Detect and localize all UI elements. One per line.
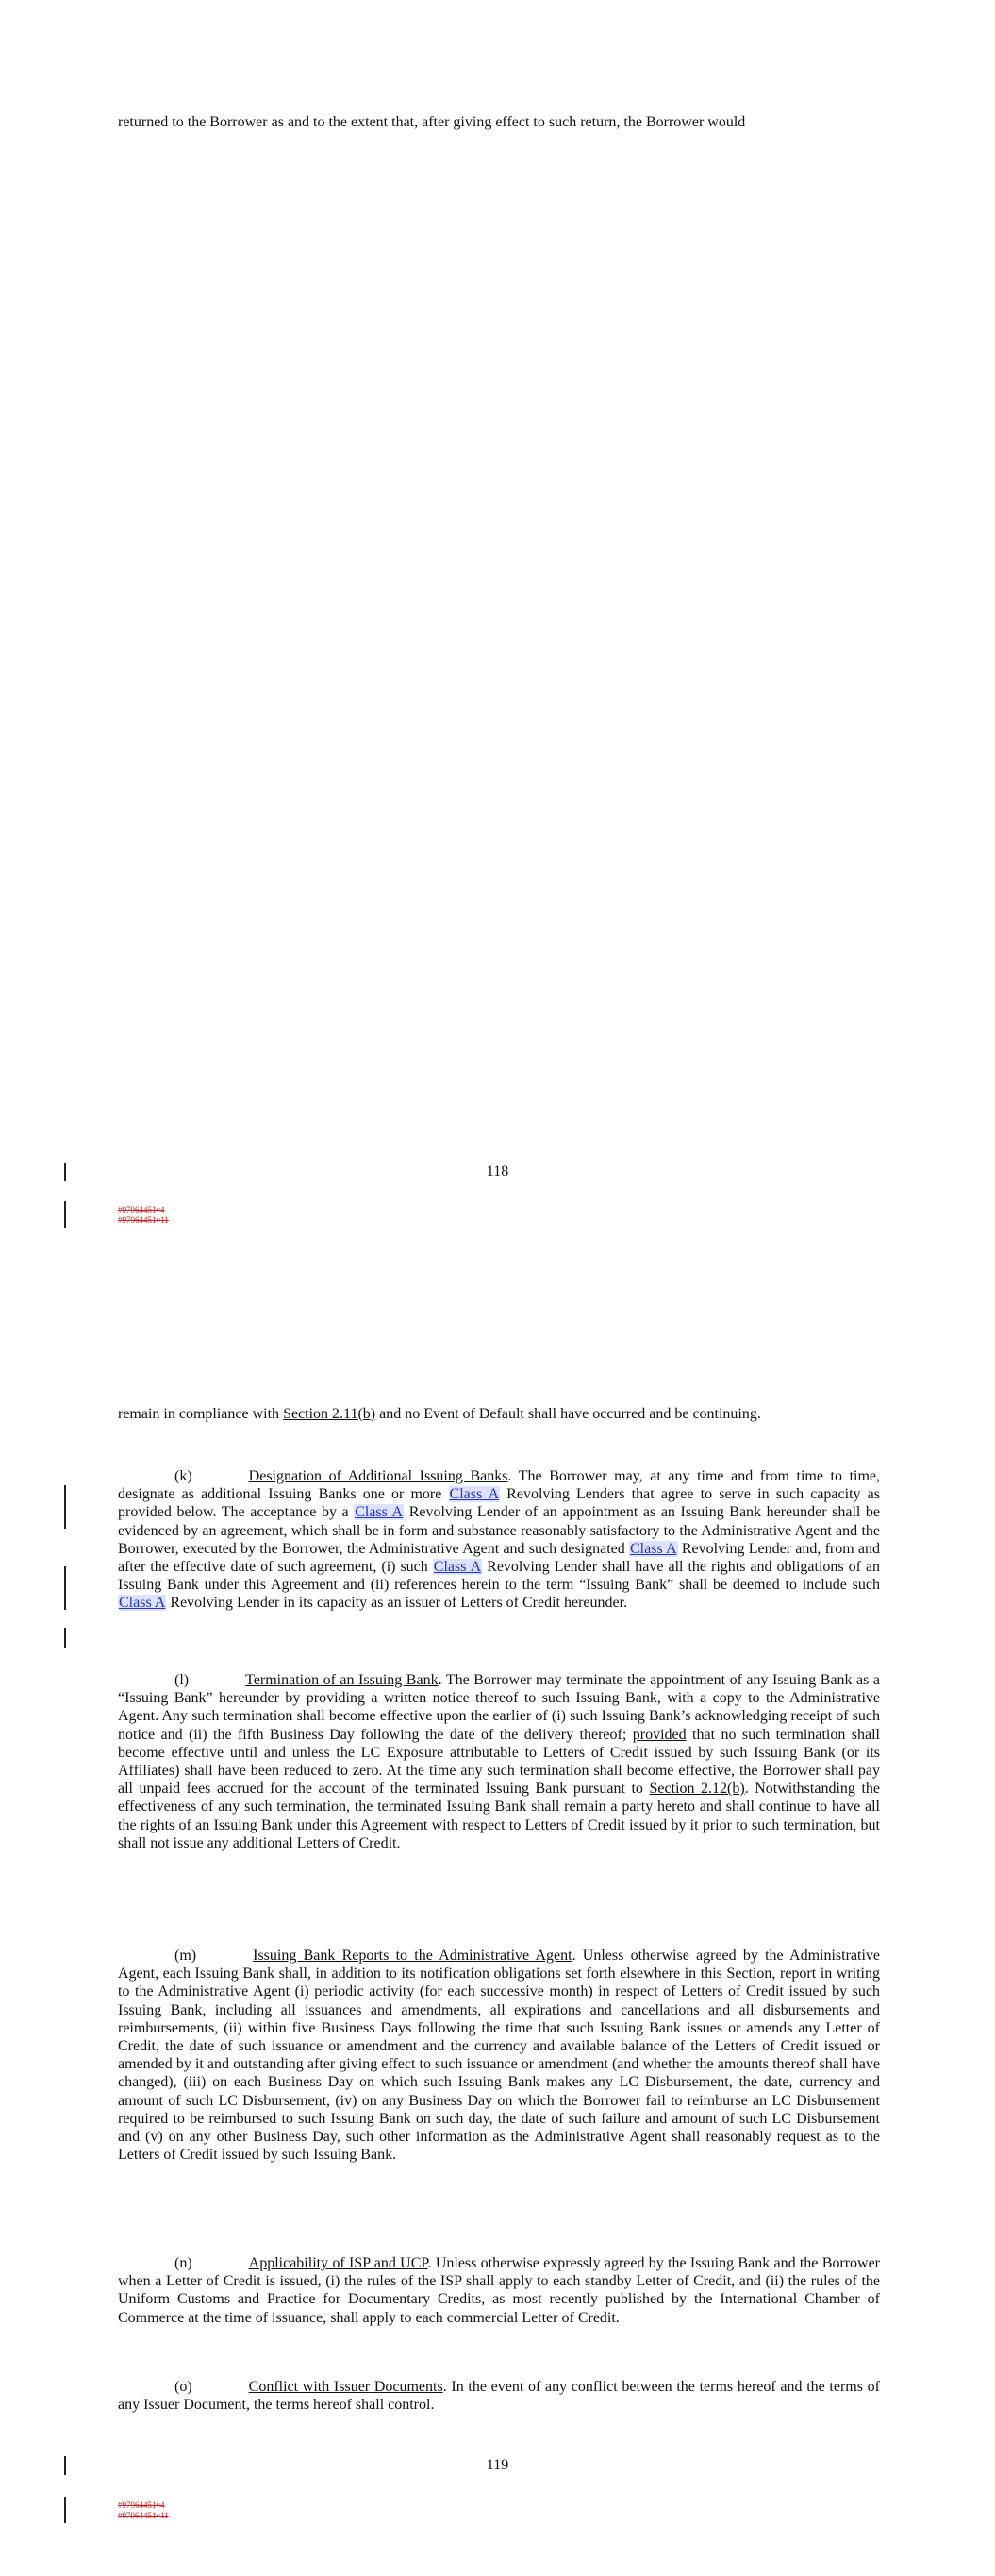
clause-text: . The Borrower may terminate the appointment of any Issuing Bank as a “Issuing Bank” hereunder by providing a written notice thereof to such Issuing Bank, with a copy to the Administrative Agent. Any such termination shall become effective upon the earlier of (i) such Issuing Bank’s acknowledging receipt of such notice and (ii) the fifth Business Day following the date of the delivery thereof; xyxy=(118,1672,881,1743)
clause-label: (o) xyxy=(174,2379,192,2395)
section-l xyxy=(118,1671,880,1852)
doc-footer-118 xyxy=(118,1205,169,1226)
continuation-text: and no Event of Default shall have occurred and be continuing. xyxy=(379,1406,761,1422)
clause-label: (n) xyxy=(174,2255,192,2271)
clause-text: . Unless otherwise expressly agreed by the Issuing Bank and the Borrower when a Letter of Credit is issued, (i) the rules of the ISP shall apply to each standby Letter of Credit, and (ii) the rules of the Uniform Customs and Practice for Documentary Credits, as most recently published by the International Chamber of Commerce at the time of issuance, shall apply to each commercial Letter of Credit. xyxy=(118,2255,881,2326)
continuation-text: remain in compliance with xyxy=(118,1406,280,1422)
clause-text: Revolving Lender shall have all the rights and obligations of an Issuing Bank under this Agreement and (ii) references herein to the term “Issuing Bank” shall be deemed to include such xyxy=(118,1559,881,1594)
class-a-highlight[interactable]: Class A xyxy=(449,1486,500,1503)
section-ref-2-11b[interactable]: Section 2.11(b) xyxy=(283,1406,376,1422)
clause-heading: Conflict with Issuer Documents xyxy=(248,2379,443,2395)
clause-text: Revolving Lender of an appointment as an Issuing Bank hereunder shall be evidenced by an agreement, which shall be in form and substance reasonably satisfactory to the Administrative Agent and the Borrower, executed by the Borrower, the Administrative Agent and such designated xyxy=(118,1504,881,1557)
section-ref-2-12b[interactable]: Section 2.12(b) xyxy=(649,1781,745,1798)
doc-id-old: #97964451v4 xyxy=(118,2501,165,2510)
change-bar xyxy=(64,1201,66,1228)
clause-text: Revolving Lender and, from and after the effective date of such agreement, (i) such xyxy=(118,1540,881,1576)
change-bar xyxy=(64,1485,66,1529)
section-n xyxy=(118,2254,880,2327)
clause-heading: Applicability of ISP and UCP xyxy=(248,2255,428,2271)
change-bar xyxy=(64,2497,66,2523)
clause-text: . In the event of any conflict between the terms hereof and the terms of any Issuer Document, the terms hereof shall control. xyxy=(118,2379,880,2414)
clause-heading: Issuing Bank Reports to the Administrative Agent xyxy=(253,1948,572,1964)
doc-id-new: #97964451v11 xyxy=(118,1215,169,1225)
change-bar xyxy=(64,1566,66,1610)
clause-text: . Unless otherwise agreed by the Administrative Agent, each Issuing Bank shall, in addition to its notification obligations set forth elsewhere in this Section, report in writing to the Administrative Agent (i) periodic activity (for each successive month) in respect of Letters of Credit issued by such Issuing Bank, including all issuances and amendments, all expirations and cancellations and all disbursements and reimbursements, (ii) within five Business Days following the time that such Issuing Bank issues or amends any Letter of Credit, the date of such issuance or amendment and the currency and available balance of the Letters of Credit issued or amended by it and outstanding after giving effect to such issuance or amendment (and whether the amounts thereof shall have changed), (iii) on each Business Day on which such Issuing Bank makes any LC Disbursement, the date, currency and amount of such LC Disbursement, (iv) on any Business Day on which the Borrower fail to reimburse an LC Disbursement required to be reimbursed to such Issuing Bank on such day, the date of such failure and amount of such LC Disbursement and (v) on any other Business Day, such other information as the Administrative Agent shall reasonably request as to the Letters of Credit issued by such Issuing Bank. xyxy=(118,1948,880,2164)
provided-term: provided xyxy=(632,1726,687,1743)
doc-id-old: #97964451v4 xyxy=(118,1205,165,1214)
page-118-top-line: returned to the Borrower as and to the extent that, after giving effect to such return, the Borrower would xyxy=(118,114,746,130)
doc-id-new: #97964451v11 xyxy=(118,2511,169,2520)
class-a-highlight[interactable]: Class A xyxy=(433,1559,482,1576)
clause-label: (m) xyxy=(174,1948,197,1964)
clause-label: (l) xyxy=(174,1672,190,1688)
section-o xyxy=(118,2378,880,2414)
page-number-119: 119 xyxy=(486,2457,509,2473)
clause-text: that no such termination shall become effective until and unless the LC Exposure attributable to Letters of Credit issued by such Issuing Bank (or its Affiliates) shall have been reduced to zero. At the time any such termination shall become effective, the Borrower shall pay all unpaid fees accrued for the account of the terminated Issuing Bank pursuant to xyxy=(118,1726,881,1798)
page-number-118: 118 xyxy=(486,1163,509,1179)
section-k xyxy=(118,1467,880,1613)
clause-heading: Designation of Additional Issuing Banks xyxy=(248,1468,508,1484)
class-a-highlight[interactable]: Class A xyxy=(119,1595,166,1612)
section-m xyxy=(118,1947,880,2164)
change-bar xyxy=(64,1628,66,1648)
class-a-highlight[interactable]: Class A xyxy=(355,1504,404,1521)
clause-label: (k) xyxy=(174,1468,192,1484)
clause-text: . The Borrower may, at any time and from time to time, designate as additional Issuing Banks one or more xyxy=(118,1468,881,1503)
continuation-paragraph xyxy=(118,1405,880,1423)
class-a-highlight[interactable]: Class A xyxy=(630,1540,677,1557)
doc-footer-119 xyxy=(118,2501,169,2521)
clause-text: Revolving Lender in its capacity as an issuer of Letters of Credit hereunder. xyxy=(170,1595,628,1612)
clause-heading: Termination of an Issuing Bank xyxy=(245,1672,439,1688)
clause-text: Revolving Lenders that agree to serve in such capacity as provided below. The acceptance by a xyxy=(118,1486,880,1521)
clause-text: . Notwithstanding the effectiveness of any such termination, the terminated Issuing Bank shall remain a party hereto and shall continue to have all the rights of an Issuing Bank under this Agreement with respect to Letters of Credit issued by it prior to such termination, but shall not issue any additional Letters of Credit. xyxy=(118,1781,880,1851)
